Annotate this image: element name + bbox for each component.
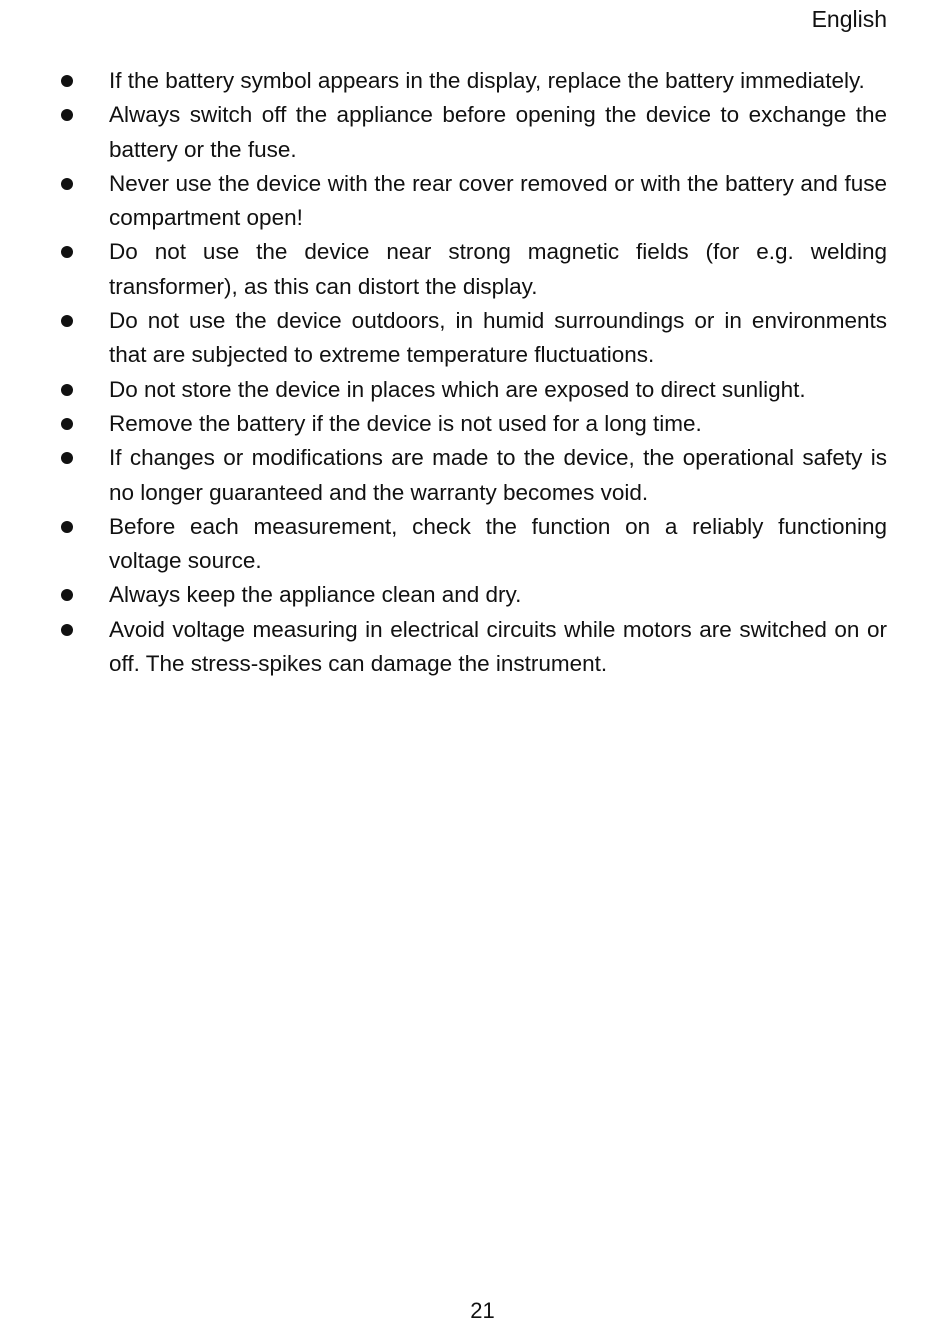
safety-notes-list	[0, 64, 950, 681]
bullet-icon	[61, 384, 73, 396]
list-item-text: Avoid voltage measuring in electrical circuits while motors are switched on or off. The stress-spikes can damage the instrument.	[109, 616, 887, 677]
list-item-text: Do not use the device outdoors, in humid surroundings or in environments that are subjected to extreme temperature fluctuations.	[109, 308, 887, 368]
list-item	[0, 441, 950, 510]
list-item-text: Always keep the appliance clean and dry.	[109, 582, 522, 608]
list-item	[0, 578, 950, 612]
list-item	[0, 510, 950, 579]
list-item	[0, 235, 950, 304]
bullet-icon	[61, 109, 73, 121]
bullet-icon	[61, 418, 73, 430]
list-item-text: If the battery symbol appears in the display, replace the battery immediately.	[109, 68, 865, 93]
bullet-icon	[61, 521, 73, 533]
list-item-text: Do not use the device near strong magnetic fields (for e.g. welding transformer), as this can distort the display.	[109, 239, 887, 299]
list-item-text: Always switch off the appliance before opening the device to exchange the battery or the fuse.	[109, 102, 887, 162]
list-item	[0, 407, 950, 441]
bullet-icon	[61, 315, 73, 327]
list-item-text: If changes or modifications are made to the device, the operational safety is no longer guaranteed and the warranty becomes void.	[109, 445, 887, 505]
bullet-icon	[61, 624, 73, 636]
list-item	[0, 167, 950, 236]
list-item-text: Before each measurement, check the function on a reliably functioning voltage source.	[109, 513, 887, 574]
list-item	[0, 304, 950, 373]
list-item	[0, 64, 950, 98]
page-number: 21	[470, 1298, 495, 1323]
bullet-icon	[61, 452, 73, 464]
bullet-icon	[61, 178, 73, 190]
list-item-text: Never use the device with the rear cover removed or with the battery and fuse compartment open!	[109, 170, 887, 231]
bullet-icon	[61, 75, 73, 87]
list-item-text: Remove the battery if the device is not used for a long time.	[109, 410, 702, 436]
list-item-text: Do not store the device in places which are exposed to direct sunlight.	[109, 376, 806, 402]
bullet-icon	[61, 246, 73, 258]
language-label: English	[811, 6, 887, 32]
list-item	[0, 98, 950, 167]
list-item	[0, 613, 950, 682]
list-item	[0, 373, 950, 407]
bullet-icon	[61, 589, 73, 601]
